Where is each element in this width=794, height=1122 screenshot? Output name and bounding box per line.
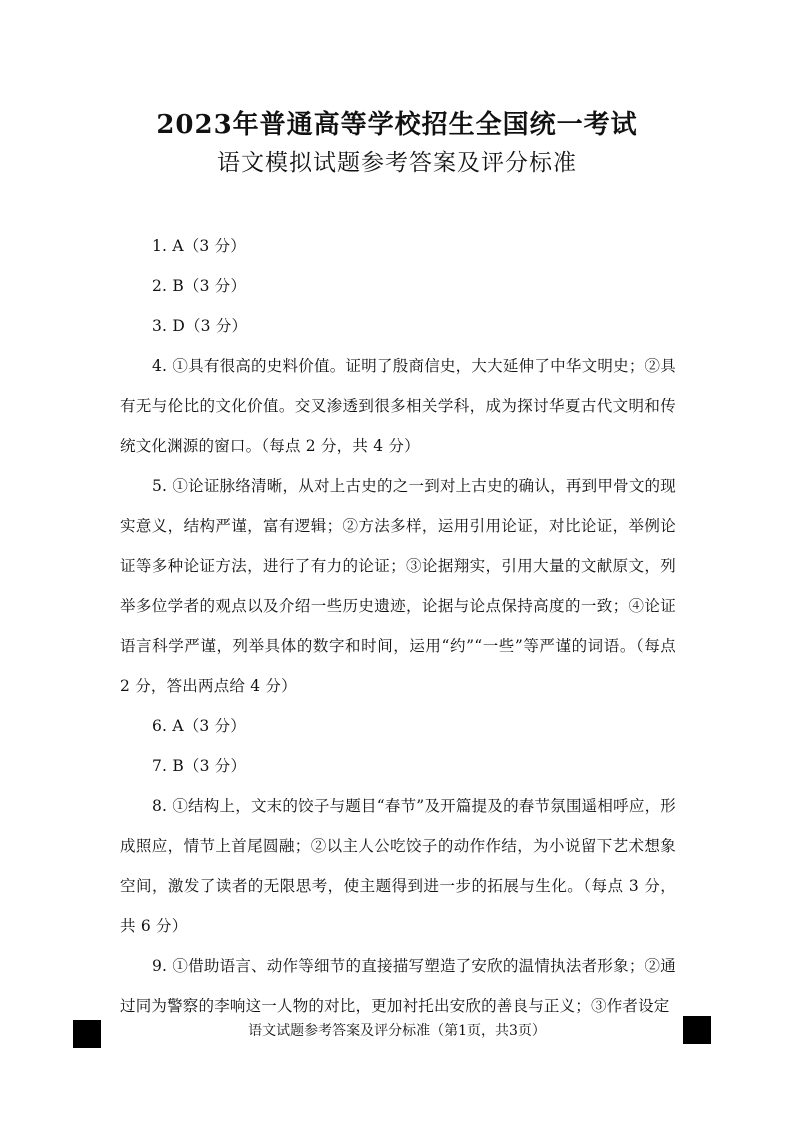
page-title: 2023年普通高等学校招生全国统一考试 [156,110,638,140]
registration-mark-right [683,1016,711,1044]
answer-item: 3. D（3 分） [152,317,248,335]
answer-item: 6. A（3 分） [152,717,246,735]
answer-item: 2. B（3 分） [152,277,247,295]
answer-item: 9. ①借助语言、动作等细节的直接描写塑造了安欣的温情执法者形象；②通过同为警察的李响这一人物的对比，更加衬托出安欣的善良与正义；③作者设定 [120,957,676,1015]
answer-item: 5. ①论证脉络清晰，从对上古史的之一到对上古史的确认，再到甲骨文的现实意义，结构严谨，富有逻辑；②方法多样，运用引用论证，对比论证，举例论证等多种论证方法，进行了有力的论证；③论据翔实，引用大量的文献原文，列举多位学者的观点以及介绍一些历史遗迹，论据与论点保持高度的一致；④论证语言科学严谨，列举具体的数字和时间，运用“约”“一些”等严谨的词语。（每点 2 分，答出两点给 4 分） [120,477,676,695]
answer-item: 7. B（3 分） [152,757,247,775]
answer-item: 1. A（3 分） [152,237,246,255]
answer-list [120,226,676,1026]
answer-item: 4. ①具有很高的史料价值。证明了殷商信史，大大延伸了中华文明史；②具有无与伦比的文化价值。交叉渗透到很多相关学科，成为探讨华夏古代文明和传统文化渊源的窗口。（每点 2 分，共 4 分） [120,357,676,455]
page-subtitle: 语文模拟试题参考答案及评分标准 [217,150,577,176]
page-footer: 语文试题参考答案及评分标准（第1页，共3页） [248,1023,546,1039]
answer-item: 8. ①结构上，文末的饺子与题目“春节”及开篇提及的春节氛围遥相呼应，形成照应，情节上首尾圆融；②以主人公吃饺子的动作作结，为小说留下艺术想象空间，激发了读者的无限思考，使主题得到进一步的拓展与生化。（每点 3 分，共 6 分） [120,797,676,935]
